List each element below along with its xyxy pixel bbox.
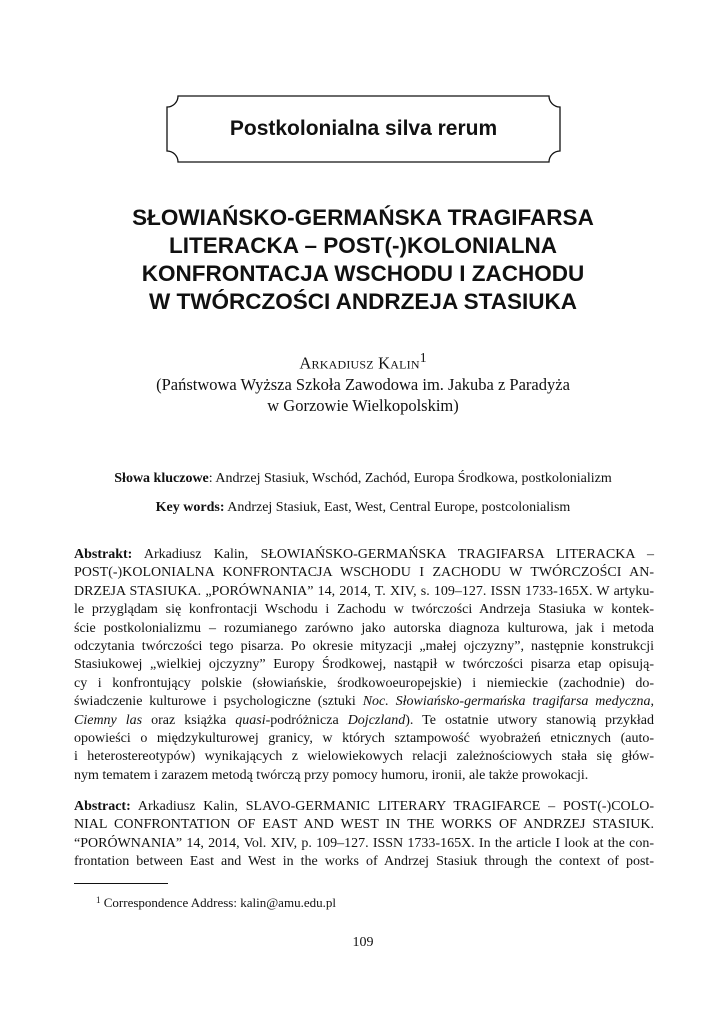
title-line: W TWÓRCZOŚCI ANDRZEJA STASIUKA: [149, 289, 577, 314]
abstract-line: frontation between East and West in the works of Andrzej Stasiuk through the context of post-: [74, 854, 654, 870]
abstract-label: Abstract:: [74, 799, 131, 814]
keywords-text: : Andrzej Stasiuk, Wschód, Zachód, Europa Środkowa, postkolonializm: [208, 471, 612, 486]
abstract-line: “PORÓWNANIA” 14, 2014, Vol. XIV, p. 109–127. ISSN 1733-165X. In the article I look at the con-: [74, 835, 654, 851]
footnote: [96, 892, 336, 911]
abstract-line: NIAL CONFRONTATION OF EAST AND WEST IN THE WORKS OF ANDRZEJ STASIUK.: [74, 817, 654, 833]
footnote-mark: 1: [419, 350, 427, 365]
footnote-number: 1: [96, 895, 101, 905]
abstract-line: i heterostereotypów) wynikających z wielowiekowych relacji zależnościowych stała się głów-: [74, 749, 654, 765]
abstract-line: le przyglądam się konfrontacji Wschodu i Zachodu w twórczości Andrzeja Stasiuka w kontek-: [74, 602, 654, 618]
author-line: [100, 347, 626, 374]
section-title: Postkolonialna silva rerum: [229, 117, 498, 140]
abstract-line: cy i konfrontujący polskie (słowiańskie, środkowoeuropejskie) i niemieckie (zachodnie) do-: [74, 675, 654, 691]
page-number: 109: [352, 935, 374, 950]
abstract-line: opowieści o międzykulturowej granicy, w których sztampowość wyobrażeń etnicznych (auto-: [74, 731, 654, 747]
abstract-line: Abstract: Arkadiusz Kalin, SLAVO-GERMANIC LITERARY TRAGIFARCE – POST(-)COLO-: [74, 799, 654, 814]
abstract-label: Abstrakt:: [74, 547, 133, 562]
footnote-text: Correspondence Address: kalin@amu.edu.pl: [100, 895, 336, 910]
keywords-polish: [74, 470, 652, 488]
abstract-line: DRZEJA STASIUKA. „PORÓWNANIA” 14, 2014, T. XIV, s. 109–127. ISSN 1733-165X. W artyku-: [74, 583, 654, 599]
section-header-frame: [166, 95, 561, 163]
keywords-text: Andrzej Stasiuk, East, West, Central Europe, postcolonialism: [224, 500, 571, 515]
abstract-line: nym tematem i zarazem metodą twórczą przy pomocy humoru, ironii, ale także prowokacji.: [74, 767, 589, 783]
work-title: Dojczland: [347, 712, 406, 728]
abstract-line: ście postkolonializmu – rozumianego zarówno jako autorska diagnoza kulturowa, jak i metoda: [74, 620, 654, 636]
footnote-divider: [74, 883, 168, 884]
abstract-line: świadczenie kulturowe i psychologiczne (sztuki Noc. Słowiańsko-germańska tragifarsa medyczna,: [74, 694, 654, 710]
emphasis: quasi: [235, 712, 266, 728]
title-line: KONFRONTACJA WSCHODU I ZACHODU: [141, 261, 585, 286]
article-title: [80, 204, 646, 316]
title-line: SŁOWIAŃSKO-GERMAŃSKA TRAGIFARSA: [132, 205, 594, 230]
work-title: Ciemny las: [74, 712, 143, 728]
keywords-label: Słowa kluczowe: [114, 471, 209, 486]
affiliation-line: w Gorzowie Wielkopolskim): [267, 395, 459, 415]
author-block: [100, 347, 626, 416]
title-line: LITERACKA – POST(-)KOLONIALNA: [169, 233, 557, 258]
abstract-line: odczytania twórczości tego pisarza. Po okresie mityzacji „małej ojczyzny”, następnie konstrukcji: [74, 639, 654, 655]
work-title: Noc. Słowiańsko-germańska tragifarsa medyczna: [362, 694, 651, 710]
author-name: Arkadiusz Kalin: [299, 353, 420, 373]
abstract-english: [74, 798, 654, 872]
abstract-polish: [74, 546, 654, 785]
affiliation-line: (Państwowa Wyższa Szkoła Zawodowa im. Jakuba z Paradyża: [156, 374, 570, 394]
author-affiliation: [100, 374, 626, 416]
keywords-label: Key words:: [155, 500, 225, 515]
abstract-line: Stasiukowej „wielkiej ojczyzny” Europy Środkowej, nastąpił w twórczości pisarza etap opisują-: [74, 657, 654, 673]
abstract-line: Ciemny las oraz książka quasi-podróżnicza Dojczland). Te ostatnie utwory stanowią przykład: [74, 712, 654, 728]
abstract-line: POST(-)KOLONIALNA KONFRONTACJA WSCHODU I ZACHODU W TWÓRCZOŚCI AN-: [74, 565, 654, 581]
abstract-line: Abstrakt: Arkadiusz Kalin, SŁOWIAŃSKO-GERMAŃSKA TRAGIFARSA LITERACKA –: [74, 547, 654, 562]
keywords-english: [74, 499, 652, 517]
